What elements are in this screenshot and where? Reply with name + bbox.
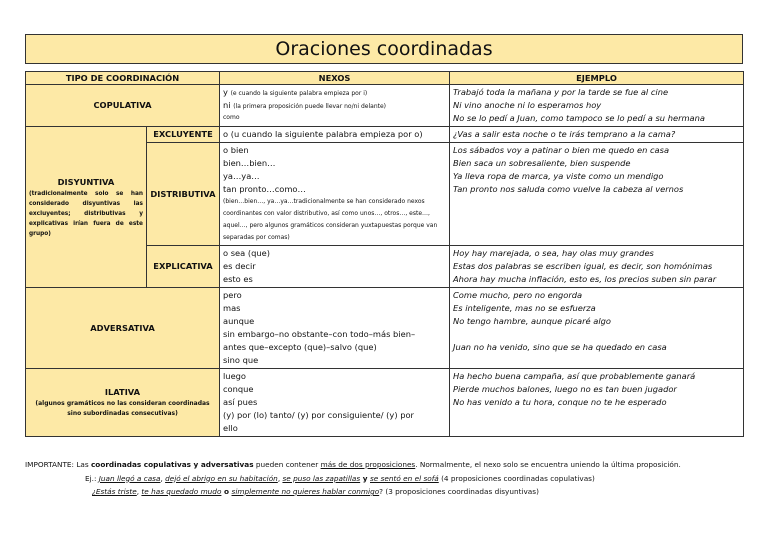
cell-adversativa-nexos: pero mas aunque sin embargo–no obstante–con todo–más bien– antes que–excepto (que)–salvo (que) sino que	[220, 288, 450, 369]
cell-explicativa-label: EXPLICATIVA	[147, 246, 220, 288]
cell-ilativa-ejemplos: Ha hecho buena campaña, así que probablemente ganará Pierde muchos balones, luego no es tan buen jugador No has venido a tu hora, conque no te he esperado	[450, 369, 744, 437]
cell-adversativa-ejemplos: Come mucho, pero no engorda Es inteligente, mas no se esfuerza No tengo hambre, aunque picaré algo Juan no ha venido, sino que se ha quedado en casa	[450, 288, 744, 369]
cell-ilativa-nexos: luego conque así pues (y) por (lo) tanto/ (y) por consiguiente/ (y) por ello	[220, 369, 450, 437]
cell-distributiva-ejemplos: Los sábados voy a patinar o bien me quedo en casa Bien saca un sobresaliente, bien suspende Ya lleva ropa de marca, ya viste como un mendigo Tan pronto nos saluda como vuelve la cabeza al vernos	[450, 143, 744, 246]
row-copulativa	[26, 85, 744, 127]
footer-line-2: Ej.: Juan llegó a casa, dejó el abrigo en su habitación, se puso las zapatillas y se sentó en el sofá (4 proposiciones coordinadas copulativas)	[85, 473, 595, 483]
cell-explicativa-ejemplos: Hoy hay marejada, o sea, hay olas muy grandes Estas dos palabras se escriben igual, es decir, son homónimas Ahora hay mucha inflación, esto es, los precios suben sin parar	[450, 246, 744, 288]
coordination-table	[25, 71, 744, 437]
cell-copulativa-label: COPULATIVA	[26, 85, 220, 127]
row-excluyente	[26, 127, 744, 143]
footer-note	[25, 458, 755, 499]
cell-copulativa-ejemplos: Trabajó toda la mañana y por la tarde se fue al cine Ni vino anoche ni lo esperamos hoy No se lo pedí a Juan, como tampoco se lo pedí a su hermana	[450, 85, 744, 127]
row-ilativa	[26, 369, 744, 437]
header-tipo: TIPO DE COORDINACIÓN	[26, 72, 220, 85]
cell-excluyente-nexo: o (u cuando la siguiente palabra empieza por o)	[220, 127, 450, 143]
header-ejemplo: EJEMPLO	[450, 72, 744, 85]
footer-line-1: IMPORTANTE: Las coordinadas copulativas y adversativas pueden contener más de dos proposiciones. Normalmente, el nexo solo se encuentra uniendo la última proposición.	[25, 460, 681, 469]
cell-distributiva-nexos: o bien bien…bien… ya…ya… tan pronto…como… (bien…bien…, ya…ya…tradicionalmente se han considerado nexos coordinantes con valor distributivo, así como unos…, otros…, este…, aquel…, pero algunos gramáticos consideran yuxtapuestas porque van separadas por comas)	[220, 143, 450, 246]
cell-explicativa-nexos: o sea (que) es decir esto es	[220, 246, 450, 288]
cell-distributiva-label: DISTRIBUTIVA	[147, 143, 220, 246]
cell-excluyente-ejemplo: ¿Vas a salir esta noche o te irás temprano a la cama?	[450, 127, 744, 143]
footer-line-3: ¿Estás triste, te has quedado mudo o simplemente no quieres hablar conmigo? (3 proposiciones coordinadas disyuntivas)	[92, 487, 539, 496]
page-title: Oraciones coordinadas	[25, 34, 743, 64]
cell-excluyente-label: EXCLUYENTE	[147, 127, 220, 143]
cell-adversativa-label: ADVERSATIVA	[26, 288, 220, 369]
row-adversativa	[26, 288, 744, 369]
header-nexos: NEXOS	[220, 72, 450, 85]
cell-ilativa-label: ILATIVA (algunos gramáticos no las consideran coordinadas sino subordinadas consecutivas)	[26, 369, 220, 437]
cell-copulativa-nexos: y (e cuando la siguiente palabra empieza por i) ni (la primera proposición puede llevar no/ni delante) como	[220, 85, 450, 127]
table-header-row	[26, 72, 744, 85]
cell-disyuntiva-label: DISYUNTIVA (tradicionalmente solo se han considerado disyuntivas las excluyentes; distributivas y explicativas irían fuera de este grupo)	[26, 127, 147, 288]
